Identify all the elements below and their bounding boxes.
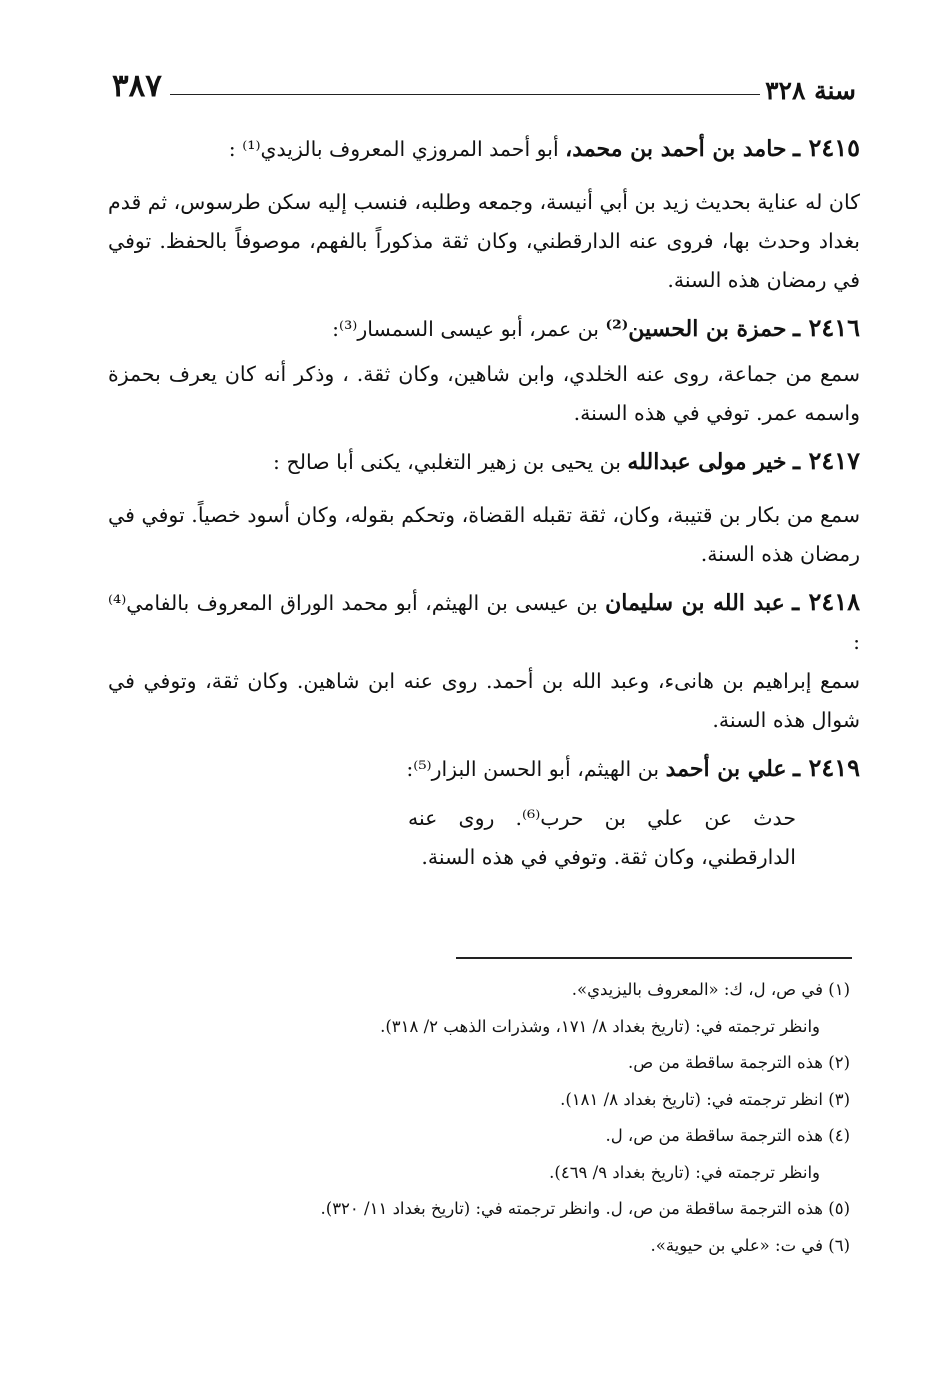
entry-body: كان له عناية بحديث زيد بن أبي أنيسة، وجمعه وطلبه، فنسب إليه سكن طرسوس، ثم قدم بغداد وحدث بها، فروى عنه الدارقطني، وكان ثقة مذكوراً بالفهم، موصوفاً بالحفظ. توفي في رمضان هذه السنة. — [108, 190, 860, 292]
entry-2415 — [108, 128, 860, 300]
entry-heading — [108, 441, 860, 482]
footnote-6: (٦) في ت: «علي بن حيوية». — [650, 1235, 850, 1255]
entry-number: ٢٤١٨ ـ — [792, 587, 860, 616]
footnote-1-continued: وانظر ترجمته في: (تاريخ بغداد ٨/ ١٧١، وشذرات الذهب ٢/ ٣١٨). — [380, 1016, 820, 1036]
entry-number: ٢٤١٥ ـ — [793, 133, 860, 162]
header-rule — [170, 94, 760, 95]
entry-heading — [108, 748, 860, 789]
entry-name: حمزة بن الحسين⁽²⁾ — [605, 316, 787, 342]
entry-heading — [108, 582, 860, 662]
entry-heading-rest: بن عمر، أبو عيسى السمسار⁽³⁾: — [332, 317, 606, 341]
running-header — [112, 66, 856, 106]
entry-body: سمع من بكار بن قتيبة، وكان، ثقة تقبله القضاة، وتحكم بقوله، وكان أسود خصياً. توفي في رمضان هذه السنة. — [108, 503, 860, 566]
entry-2417 — [108, 441, 860, 574]
footnote-5: (٥) هذه الترجمة ساقطة من ص، ل. وانظر ترجمته في: (تاريخ بغداد ١١/ ٣٢٠). — [320, 1199, 850, 1218]
entry-heading — [108, 308, 860, 349]
entry-heading-rest: بن يحيى بن زهير التغلبي، يكنى أبا صالح : — [273, 450, 628, 474]
entry-number: ٢٤١٧ ـ — [793, 446, 860, 475]
footnote-1: (١) في ص، ل، ك: «المعروف باليزيدي». — [571, 980, 850, 999]
entry-body: حدث عن علي بن حرب⁽⁶⁾. روى عنه الدارقطني، وكان ثقة. وتوفي في هذه السنة. — [408, 806, 796, 869]
entry-2416 — [108, 308, 860, 433]
footnote-separator — [456, 957, 852, 959]
footnote-3: (٣) انظر ترجمته في: (تاريخ بغداد ٨/ ١٨١). — [560, 1089, 850, 1109]
entry-body: سمع من جماعة، روى عنه الخلدي، وابن شاهين، وكان ثقة. ، وذكر أنه كان يعرف بحمزة واسمه عمر. توفي في هذه السنة. — [108, 362, 860, 425]
entry-name: علي بن أحمد — [665, 756, 787, 782]
entry-body: سمع إبراهيم بن هانىء، وعبد الله بن أحمد. روى عنه ابن شاهين. وكان ثقة، وتوفي في شوال هذه السنة. — [108, 669, 860, 732]
entry-name: حامد بن أحمد بن محمد، — [565, 136, 787, 162]
entry-name: خير مولى عبدالله — [627, 449, 787, 475]
footnote-2: (٢) هذه الترجمة ساقطة من ص. — [628, 1053, 850, 1072]
entry-name: عبد الله بن سليمان — [605, 590, 785, 616]
entry-heading-rest: بن عيسى بن الهيثم، أبو محمد الوراق المعروف بالفامي⁽⁴⁾ : — [108, 591, 860, 654]
entry-heading-rest: أبو أحمد المروزي المعروف بالزيدي⁽¹⁾ : — [228, 137, 566, 161]
entry-2418 — [108, 582, 860, 740]
footnote-4-continued: وانظر ترجمته في: (تاريخ بغداد ٩/ ٤٦٩). — [549, 1162, 820, 1182]
main-text — [108, 128, 860, 885]
footnote-4: (٤) هذه الترجمة ساقطة من ص، ل. — [605, 1126, 850, 1145]
entry-number: ٢٤١٩ ـ — [793, 753, 860, 782]
entry-2419 — [108, 748, 860, 877]
entry-heading-rest: بن الهيثم، أبو الحسن البزار⁽⁵⁾: — [406, 757, 666, 781]
running-title: سنة ٣٢٨ — [765, 76, 856, 105]
entry-number: ٢٤١٦ ـ — [793, 313, 860, 342]
footnotes — [170, 972, 850, 1264]
entry-heading — [108, 128, 860, 169]
page-number: ٣٨٧ — [112, 68, 162, 104]
